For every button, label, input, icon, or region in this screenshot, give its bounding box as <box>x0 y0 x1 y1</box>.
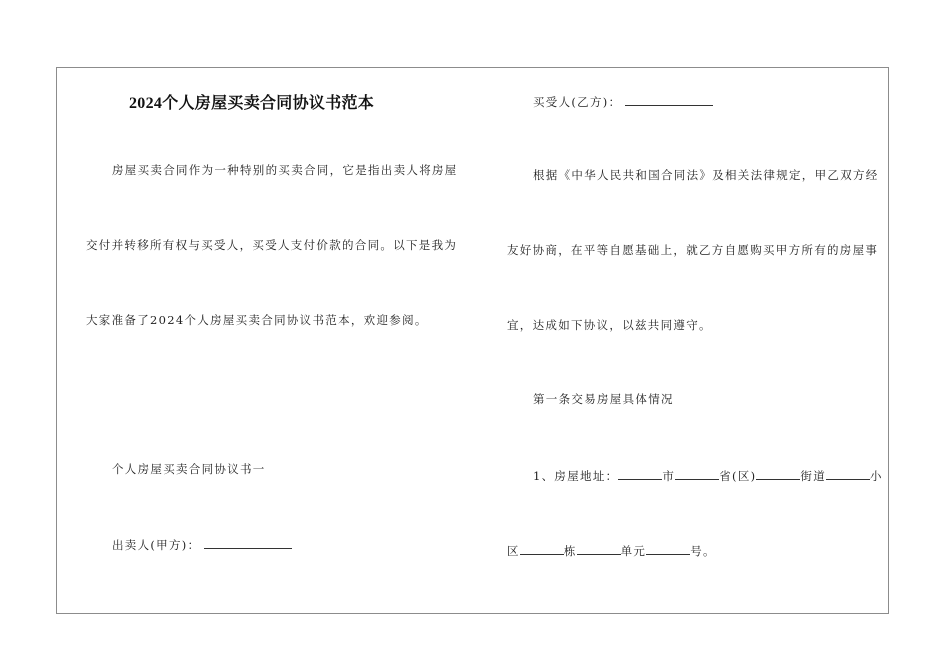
blank-unit <box>577 542 621 555</box>
street-label: 街道 <box>800 469 827 483</box>
buyer-line <box>533 93 713 110</box>
address-line-1 <box>533 467 883 484</box>
section-heading: 个人房屋买卖合同协议书一 <box>112 462 266 476</box>
blank-community <box>826 467 870 480</box>
preamble-line-2: 友好协商，在平等自愿基础上，就乙方自愿购买甲方所有的房屋事 <box>507 243 879 257</box>
intro-line-1: 房屋买卖合同作为一种特别的买卖合同，它是指出卖人将房屋 <box>112 163 458 177</box>
seller-label: 出卖人(甲方)： <box>112 538 201 552</box>
community-label-end: 区 <box>507 544 520 558</box>
community-label-start: 小 <box>870 469 883 483</box>
building-label: 栋 <box>563 544 577 558</box>
blank-number <box>646 542 690 555</box>
buyer-blank <box>625 93 713 106</box>
city-label: 市 <box>662 469 676 483</box>
intro-line-2: 交付并转移所有权与买受人，买受人支付价款的合同。以下是我为 <box>86 238 458 252</box>
blank-province <box>675 467 719 480</box>
seller-blank <box>204 536 292 549</box>
province-label: 省(区) <box>719 469 757 483</box>
number-label: 号。 <box>690 544 716 558</box>
seller-line <box>112 536 292 553</box>
left-column <box>57 68 477 613</box>
blank-street <box>756 467 800 480</box>
right-column <box>477 68 890 613</box>
preamble-line-3: 宜，达成如下协议，以兹共同遵守。 <box>507 318 712 332</box>
buyer-label: 买受人(乙方)： <box>533 95 622 109</box>
blank-building <box>520 542 564 555</box>
preamble-line-1: 根据《中华人民共和国合同法》及相关法律规定，甲乙双方经 <box>533 168 879 182</box>
unit-label: 单元 <box>620 544 647 558</box>
document-title: 2024个人房屋买卖合同协议书范本 <box>129 95 375 112</box>
intro-line-3: 大家准备了2024个人房屋买卖合同协议书范本，欢迎参阅。 <box>86 313 428 327</box>
blank-city <box>618 467 662 480</box>
document-page <box>56 67 889 614</box>
address-line-2 <box>507 542 716 559</box>
address-prefix: 1、房屋地址： <box>533 469 619 483</box>
article1-heading: 第一条交易房屋具体情况 <box>533 392 674 406</box>
